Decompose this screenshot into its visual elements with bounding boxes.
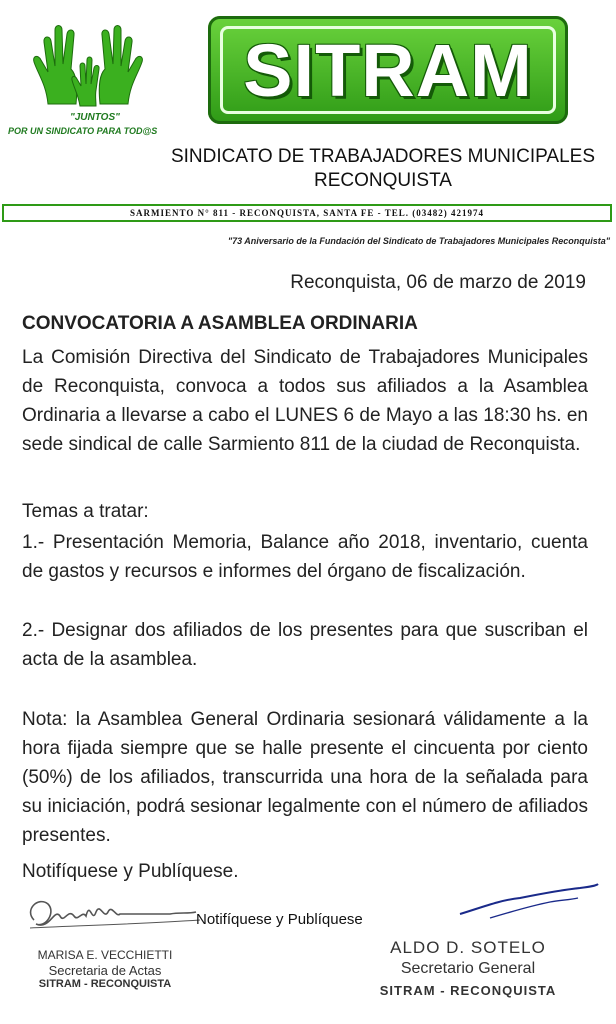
left-signatory-org: SITRAM - RECONQUISTA xyxy=(38,978,172,990)
anniversary-caption: "73 Aniversario de la Fundación del Sindicato de Trabajadores Municipales Reconquista" xyxy=(227,236,610,246)
note-paragraph: Nota: la Asamblea General Ordinaria sesionará válidamente a la hora fijada siempre que se halle presente el cincuenta por ciento (50%) de los afiliados, transcurrida una hora de la señalada para su iniciación, podrá sesionar legalmente con el número de afiliados presentes. xyxy=(22,709,588,846)
brand-name: SITRAM xyxy=(243,28,533,112)
convocation-paragraph: La Comisión Directiva del Sindicato de Trabajadores Municipales de Reconquista, convoca a todos sus afiliados a la Asamblea Ordinaria a llevarse a cabo el LUNES 6 de Mayo a las 18:30 hs. en sede sindical de calle Sarmiento 811 de la ciudad de Reconquista. xyxy=(22,347,588,455)
right-signatory-role: Secretario General xyxy=(400,960,536,977)
organization-city: RECONQUISTA xyxy=(314,170,452,191)
brand-logo-frame xyxy=(220,26,556,114)
topic-item-1: 1.- Presentación Memoria, Balance año 2018, inventario, cuenta de gastos y recursos e informes del órgano de fiscalización. xyxy=(22,532,588,582)
signature-overlay-text: Notifíquese y Publíquese xyxy=(196,911,363,928)
topics-heading: Temas a tratar: xyxy=(22,501,149,522)
left-signatory-name: MARISA E. VECCHIETTI xyxy=(37,948,173,962)
organization-name: SINDICATO DE TRABAJADORES MUNICIPALES xyxy=(170,146,596,167)
address-text: SARMIENTO N° 811 - RECONQUISTA, SANTA FE - TEL. (03482) 421974 xyxy=(130,208,484,218)
document-date: Reconquista, 06 de marzo de 2019 xyxy=(290,272,586,293)
left-signature-icon xyxy=(20,890,210,938)
closing-line: Notifíquese y Publíquese. xyxy=(22,861,239,882)
slogan-subtitle: POR UN SINDICATO PARA TOD@S xyxy=(8,126,158,136)
left-signatory-role: Secretaria de Actas xyxy=(48,963,162,978)
slogan-title: "JUNTOS" xyxy=(70,112,120,123)
right-signatory-org: SITRAM - RECONQUISTA xyxy=(379,983,557,998)
hands-logo-icon xyxy=(28,14,148,114)
brand-logo xyxy=(208,16,568,124)
document-title: CONVOCATORIA A ASAMBLEA ORDINARIA xyxy=(22,313,418,334)
topic-item-2: 2.- Designar dos afiliados de los presentes para que suscriban el acta de la asamblea. xyxy=(22,620,588,670)
address-bar xyxy=(2,204,612,222)
right-signature-icon xyxy=(450,878,600,928)
right-signatory-name: ALDO D. SOTELO xyxy=(390,938,546,957)
